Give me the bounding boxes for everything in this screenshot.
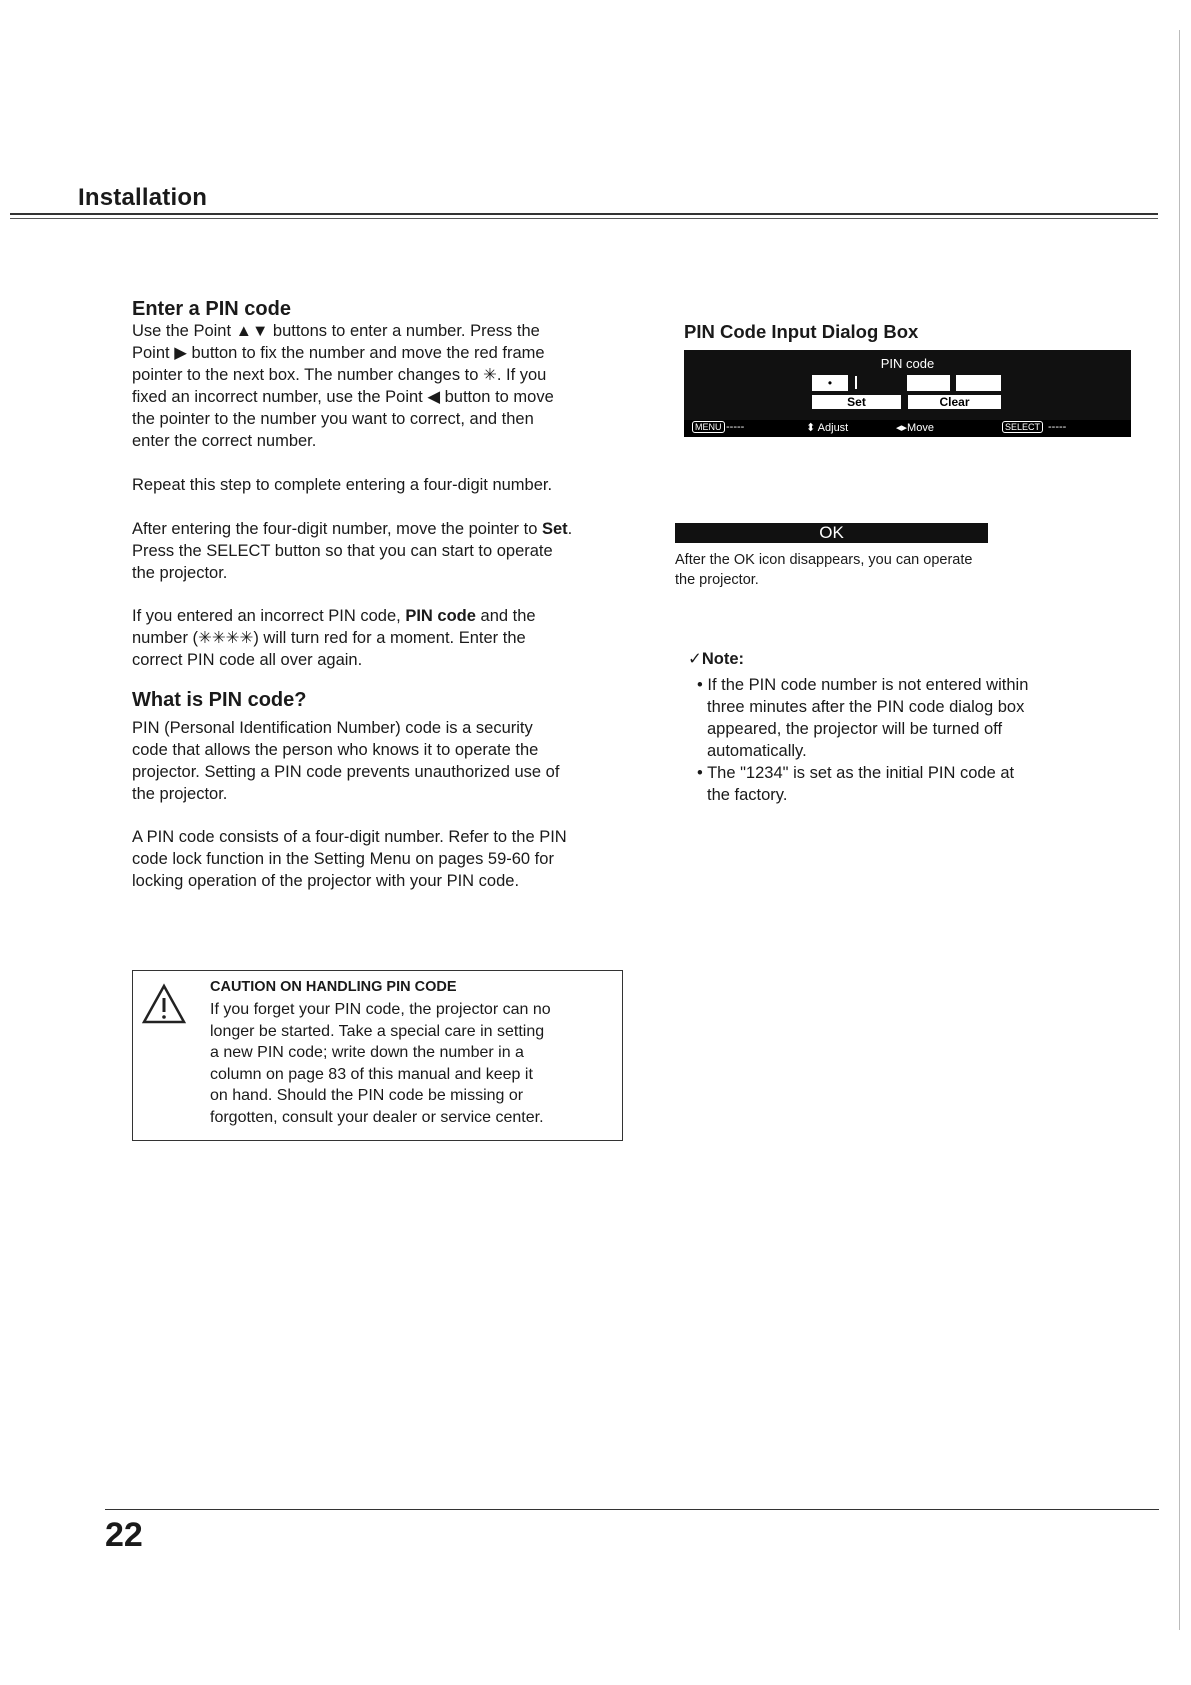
text-line: automatically. [707,742,807,760]
menu-action: ----- [726,421,745,433]
text-line: on hand. Should the PIN code be missing or [210,1087,524,1104]
set-button[interactable]: Set [812,395,901,409]
pin-code-dialog [684,350,1131,427]
dialog-guide-bar [684,420,1131,437]
repeat-text: Repeat this step to complete entering a four-digit number. [132,476,553,494]
text-line [132,605,632,627]
text-line [132,518,632,540]
text-line: Use the Point ▲▼ buttons to enter a number. Press the [132,322,540,340]
note-title: ✓Note: [688,650,744,668]
adjust-hint: ⬍ Adjust [806,422,849,434]
text-line: number (✳✳✳✳) will turn red for a moment. Enter the [132,629,526,647]
incorrect-pin-text [132,605,632,671]
text-line: appeared, the projector will be turned off [707,720,1003,738]
text-line: enter the correct number. [132,432,317,450]
note-item [697,674,1097,762]
text-line: column on page 83 of this manual and keep it [210,1065,533,1083]
select-key-icon: SELECT [1002,421,1043,433]
text-line: Point ▶ button to fix the number and move the red frame [132,344,545,362]
text-line: correct PIN code all over again. [132,651,363,669]
dialog-heading: PIN Code Input Dialog Box [684,321,919,342]
text-line: pointer to the next box. The number changes to ✳. If you [132,366,547,384]
text-run: and the [475,607,536,625]
text-line: the projector. [132,785,228,803]
text-run: After entering the four-digit number, move the pointer to [132,520,542,538]
text-line: If you forget your PIN code, the projector can no [210,1001,551,1018]
caution-box [132,970,623,1141]
menu-key-icon: MENU [692,421,725,433]
text-line: A PIN code consists of a four-digit number. Refer to the PIN [132,828,567,846]
note-item [697,762,1097,806]
text-line: three minutes after the PIN code dialog box [707,698,1025,716]
set-emphasis: Set [541,520,568,538]
caution-body [210,999,615,1128]
text-line: • The "1234" is set as the initial PIN code at [697,764,1015,782]
warning-icon [141,983,187,1025]
text-line: the projector. [132,564,228,582]
ok-icon: OK [675,523,988,543]
header-rule [10,213,1158,215]
text-line: code that allows the person who knows it to operate the [132,741,539,759]
page-number: 22 [105,1516,143,1554]
after-entering-text [132,518,632,584]
pin-digit-box-3[interactable] [907,375,950,391]
pin-code-emphasis: PIN code [405,607,476,625]
text-line: locking operation of the projector with your PIN code. [132,872,520,890]
enter-pin-body [132,320,632,452]
text-line: the projector. [675,572,759,588]
pin-digit-box-2[interactable] [855,376,857,389]
what-is-pin-heading: What is PIN code? [132,689,307,711]
clear-button[interactable]: Clear [908,395,1001,409]
text-line: the factory. [707,786,788,804]
header-rule-thin [10,218,1158,219]
footer-rule [105,1509,1159,1510]
text-line: • If the PIN code number is not entered within [697,676,1029,694]
caution-title: CAUTION ON HANDLING PIN CODE [210,979,457,995]
text-line: the pointer to the number you want to correct, and then [132,410,534,428]
what-is-pin-body [132,717,632,805]
text-line: fixed an incorrect number, use the Point ◀ button to move [132,388,554,406]
text-line: After the OK icon disappears, you can operate [675,552,973,568]
text-line: forgotten, consult your dealer or service center. [210,1108,544,1126]
pin-consists-body [132,826,632,892]
ok-caption [675,550,972,590]
pin-digit-box-4[interactable] [956,375,1001,391]
text-line: code lock function in the Setting Menu on pages 59-60 for [132,850,554,868]
section-title: Installation [78,184,208,211]
enter-pin-heading: Enter a PIN code [132,298,291,320]
dialog-title: PIN code [880,356,935,371]
text-run: If you entered an incorrect PIN code, [132,607,406,625]
text-line: a new PIN code; write down the number in a [210,1044,524,1061]
pin-digit-box-1[interactable]: • [812,375,848,391]
select-action: ----- [1048,421,1067,433]
text-run: . [567,520,573,538]
text-line: projector. Setting a PIN code prevents unauthorized use of [132,763,560,781]
text-line: PIN (Personal Identification Number) code is a security [132,719,533,737]
page-edge-line [1179,30,1180,1630]
move-hint: ◂▸Move [896,422,934,434]
note-list [697,674,1097,806]
text-line: Press the SELECT button so that you can start to operate [132,542,553,560]
text-line: longer be started. Take a special care in setting [210,1022,545,1040]
